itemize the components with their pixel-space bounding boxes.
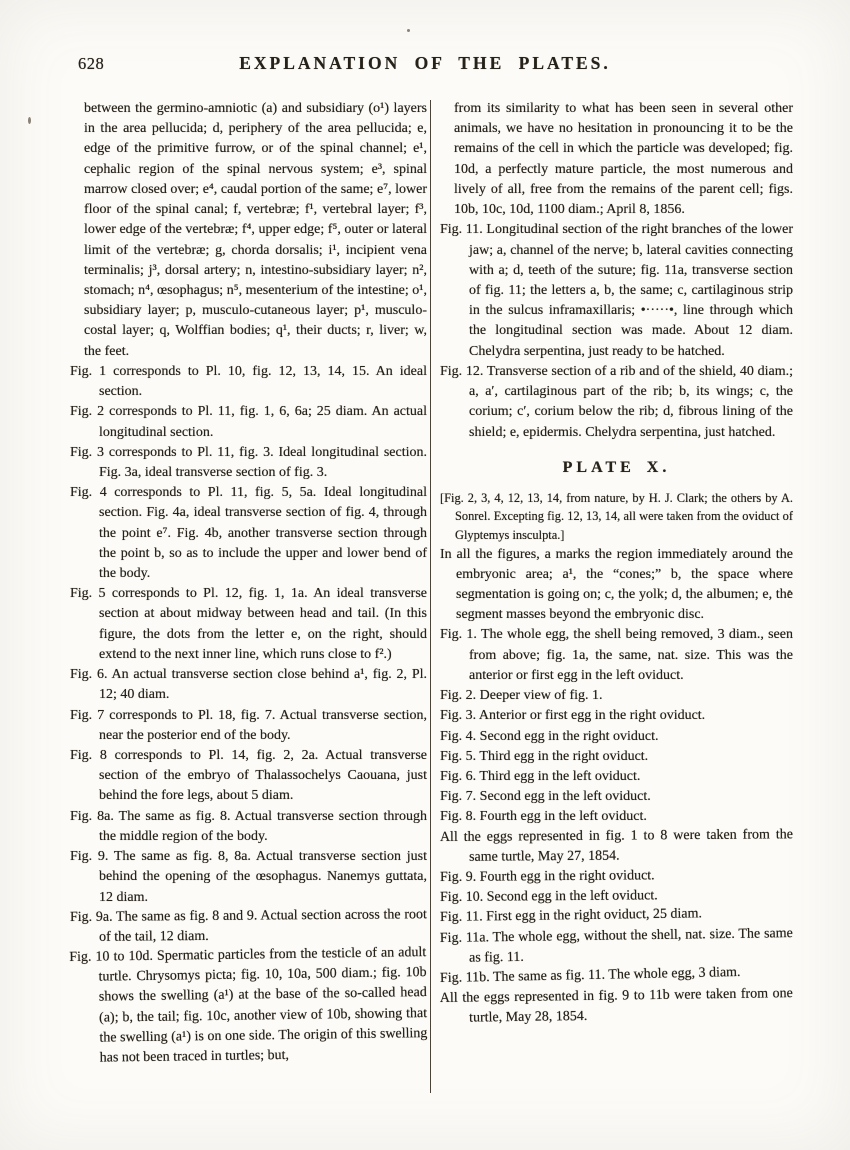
left-entry-fig-1: Fig. 1 corresponds to Pl. 10, fig. 12, 13, 14, 15. An ideal section. [70,363,427,400]
left-column [70,99,427,1070]
right-entry-fig-11: Fig. 11. Longitudinal section of the right branches of the lower jaw; a, channel of the nerve; b, lateral cavities connecting with a; d, teeth of the suture; fig. 11a, transverse section of fig. 11; the letters a, b, the same; c, cartilaginous strip in the sulcus inframaxillaris; •·····•, line through which the longitudinal section was made. About 12 diam. Chelydra serpentina, just ready to be hatched. [440,222,793,359]
plate-entry-fig-7: Fig. 7. Second egg in the left oviduct. [440,789,651,805]
left-entry-fig-9a: Fig. 9a. The same as fig. 8 and 9. Actual section across the root of the tail, 12 diam. [69,906,427,945]
left-entry-fig-8: Fig. 8 corresponds to Pl. 14, fig. 2, 2a. Actual transverse section of the embryo of Thalassochelys Caouana, just behind the fore legs, about 5 diam. [70,748,427,804]
plate-entry-fig-8: Fig. 8. Fourth egg in the left oviduct. [440,809,647,825]
left-entry-fig-5: Fig. 5 corresponds to Pl. 12, fig. 1, 1a. An ideal transverse section at about midway between head and tail. (In this figure, the dots from the letter e, on the right, should extend to the next inner line, which runs close to f².) [70,586,427,662]
plate-entry-fig-11a: Fig. 11a. The whole egg, without the shell, nat. size. The same as fig. 11. [439,925,793,966]
page-number: 628 [78,54,105,73]
scan-speck [407,29,410,32]
left-entry-fig-2: Fig. 2 corresponds to Pl. 11, fig. 1, 6, 6a; 25 diam. An actual longitudinal section. [70,404,427,440]
plate-entry-fig-1: Fig. 1. The whole egg, the shell being removed, 3 diam., seen from above; fig. 1a, the same, nat. size. This was the anterior or first egg in the left oviduct. [440,627,793,683]
left-entry-fig-4: Fig. 4 corresponds to Pl. 11, fig. 5, 5a. Ideal longitudinal section. Fig. 4a, ideal transverse section of fig. 4, through the point e⁷. Fig. 4b, another transverse section through the point b, so as to include the upper and lower bend of the body. [70,485,427,582]
plate-entry-fig-6: Fig. 6. Third egg in the left oviduct. [440,768,641,784]
plate-entry-fig-2: Fig. 2. Deeper view of fig. 1. [440,688,603,704]
plate-credit-note: [Fig. 2, 3, 4, 12, 13, 14, from nature, by H. J. Clark; the others by A. Sonrel. Excepting fig. 12, 13, 14, all were taken from the oviduct of Glyptemys insculpta.] [440,490,793,542]
plate-entry-fig-5: Fig. 5. Third egg in the right oviduct. [440,748,649,764]
right-entry-fig-12: Fig. 12. Transverse section of a rib and of the shield, 40 diam.; a, a′, cartilaginous part of the rib; b, its wings; c, the corium; c′, corium below the rib; d, fibrous lining of the shield; e, epidermis. Chelydra serpentina, just hatched. [440,363,793,440]
plate-note-eggs-1-to-8: All the eggs represented in fig. 1 to 8 were taken from the same turtle, May 27, 1854. [439,826,793,865]
left-entry-fig-3: Fig. 3 corresponds to Pl. 11, fig. 3. Ideal longitudinal section. Fig. 3a, ideal transverse section of fig. 3. [70,444,427,480]
column-divider-rule [430,100,431,1093]
scan-speck [28,117,31,124]
left-entry-fig-6: Fig. 6. An actual transverse section close behind a¹, fig. 2, Pl. 12; 40 diam. [70,667,427,703]
running-title: EXPLANATION OF THE PLATES. [239,53,611,73]
plate-heading: PLATE X. [562,458,671,476]
right-column [440,99,793,1030]
left-continuation-paragraph: between the germino-amniotic (a) and subsidiary (o¹) layers in the area pellucida; d, periphery of the area pellucida; e, edge of the primitive furrow, or of the spinal channel; e¹, cephalic region of the spinal nervous system; e³, spinal marrow closed over; e⁴, caudal portion of the same; e⁷, lower floor of the spinal canal; f, vertebræ; f¹, vertebral layer; f³, lower edge of the vertebræ; f⁴, upper edge; f⁵, outer or lateral limit of the vertebræ; g, chorda dorsalis; i¹, incipient vena terminalis; j³, dorsal artery; n, intestino-subsidiary layer; n², stomach; n⁴, œsophagus; n⁵, mesenterium of the intestine; o¹, subsidiary layer; p, musculo-cutaneous layer; p¹, musculo-costal layer; q, Wolffian bodies; q¹, their ducts; r, liver; w, the feet. [84,101,427,359]
plate-intro-paragraph: In all the figures, a marks the region immediately around the embryonic area; a¹, the “cones;” b, the space where segmentation is going on; c, the yolk; d, the albumen; e, the segment masses beyond the embryonic disc. [440,546,793,623]
plate-entry-fig-10: Fig. 10. Second egg in the left oviduct. [439,888,658,906]
plate-entry-fig-9: Fig. 9. Fourth egg in the right oviduct. [439,868,655,886]
plate-note-eggs-9-to-11b: All the eggs represented in fig. 9 to 11b were taken from one turtle, May 28, 1854. [439,986,793,1027]
plate-entry-fig-4: Fig. 4. Second egg in the right oviduct. [440,728,659,744]
plate-entry-fig-3: Fig. 3. Anterior or first egg in the right oviduct. [440,708,706,724]
left-entry-fig-8a: Fig. 8a. The same as fig. 8. Actual transverse section through the middle region of the body. [70,808,427,844]
plate-entry-fig-11b: Fig. 11b. The same as fig. 11. The whole egg, 3 diam. [439,965,741,987]
plate-entry-fig-11: Fig. 11. First egg in the right oviduct, 25 diam. [439,906,703,926]
left-entry-fig-10: Fig. 10 to 10d. Spermatic particles from the testicle of an adult turtle. Chrysomys picta; fig. 10, 10a, 500 diam.; fig. 10b shows the swelling (a¹) at the base of the so-called head (a); b, the tail; fig. 10c, another view of 10b, showing that the swelling (a¹) is on one side. The origin of this swelling has not been traced in turtles; but, [69,945,428,1066]
right-continuation-paragraph: from its similarity to what has been seen in several other animals, we have no hesitation in pronouncing it to be the remains of the cell in which the particle was developed; fig. 10d, a perfectly mature particle, the most numerous and lively of all, free from the remains of the parent cell; figs. 10b, 10c, 10d, 1100 diam.; April 8, 1856. [454,101,793,218]
left-entry-fig-7: Fig. 7 corresponds to Pl. 18, fig. 7. Actual transverse section, near the posterior end of the body. [70,707,427,743]
left-entry-fig-9: Fig. 9. The same as fig. 8, 8a. Actual transverse section just behind the opening of the œsophagus. Nanemys guttata, 12 diam. [70,849,427,905]
